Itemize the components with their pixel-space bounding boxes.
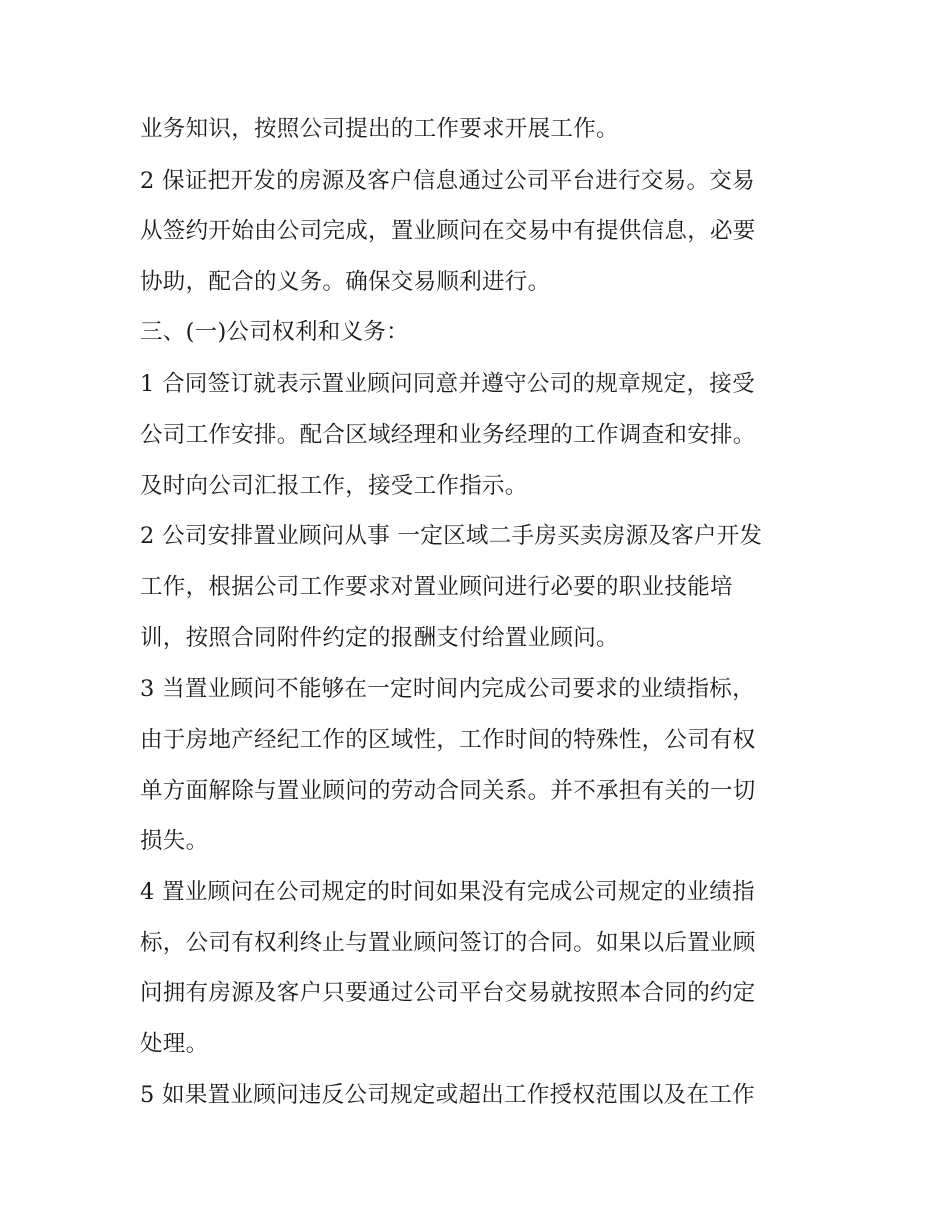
text-line: 5 如果置业顾问违反公司规定或超出工作授权范围以及在工作 (140, 1082, 755, 1108)
text-line: 公司工作安排。配合区域经理和业务经理的工作调查和安排。 (140, 422, 756, 448)
text-line: 3 当置业顾问不能够在一定时间内完成公司要求的业绩指标， (140, 676, 755, 702)
text-line: 协助，配合的义务。确保交易顺利进行。 (140, 269, 551, 295)
section-heading: 三、(一)公司权利和义务： (140, 319, 409, 345)
text-line: 4 置业顾问在公司规定的时间如果没有完成公司规定的业绩指 (140, 879, 755, 905)
text-line: 标，公司有权利终止与置业顾问签订的合同。如果以后置业顾 (140, 930, 756, 956)
text-line: 损失。 (140, 828, 209, 854)
text-line: 由于房地产经纪工作的区域性，工作时间的特殊性，公司有权 (140, 727, 756, 753)
text-line: 从签约开始由公司完成，置业顾问在交易中有提供信息，必要 (140, 218, 756, 244)
text-line: 单方面解除与置业顾问的劳动合同关系。并不承担有关的一切 (140, 778, 756, 804)
text-line: 问拥有房源及客户只要通过公司平台交易就按照本合同的约定 (140, 980, 756, 1006)
text-line: 业务知识，按照公司提出的工作要求开展工作。 (140, 116, 619, 142)
text-line: 处理。 (140, 1031, 209, 1057)
text-line: 1 合同签订就表示置业顾问同意并遵守公司的规章规定，接受 (140, 371, 755, 397)
text-line: 及时向公司汇报工作，接受工作指示。 (140, 473, 528, 499)
text-line: 2 保证把开发的房源及客户信息通过公司平台进行交易。交易 (140, 168, 755, 194)
text-line: 工作，根据公司工作要求对置业顾问进行必要的职业技能培 (140, 574, 733, 600)
text-line: 2 公司安排置业顾问从事 一定区域二手房买卖房源及客户开发 (140, 523, 763, 549)
text-line: 训，按照合同附件约定的报酬支付给置业顾问。 (140, 625, 619, 651)
